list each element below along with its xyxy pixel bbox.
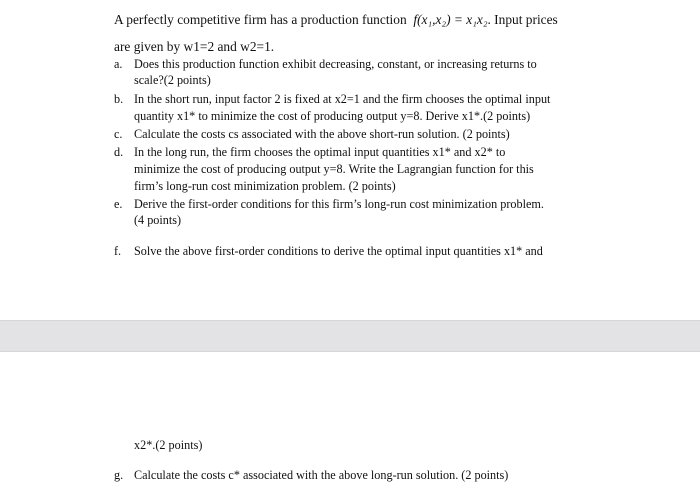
question-f-line-1: Solve the above first-order conditions to derive the optimal input quantities x1* and	[134, 244, 543, 258]
question-g-line-1: Calculate the costs c* associated with the above long-run solution. (2 points)	[134, 468, 509, 482]
question-d-line-2: minimize the cost of producing output y=8. Write the Lagrangian function for this	[134, 162, 534, 176]
question-g-label: g.	[114, 468, 124, 482]
question-d-line-3: firm’s long-run cost minimization problem. (2 points)	[134, 179, 396, 193]
question-d-label: d.	[114, 145, 124, 159]
question-b-line-1: In the short run, input factor 2 is fixed at x2=1 and the firm chooses the optimal input	[134, 92, 551, 106]
question-c-label: c.	[114, 127, 123, 141]
question-b-label: b.	[114, 92, 124, 106]
question-c-line-1: Calculate the costs cs associated with the above short-run solution. (2 points)	[134, 127, 510, 141]
page-gap	[0, 321, 700, 351]
question-a-line-2: scale?(2 points)	[134, 73, 211, 87]
intro-line-1	[114, 12, 558, 27]
intro-text: A perfectly competitive firm has a production function	[114, 12, 407, 27]
question-e-line-2: (4 points)	[134, 213, 182, 227]
question-e-label: e.	[114, 197, 123, 211]
question-f-continuation: x2*.(2 points)	[134, 438, 203, 452]
question-e-line-1: Derive the first-order conditions for this firm’s long-run cost minimization problem.	[134, 197, 544, 211]
intro-text-end: . Input prices	[487, 12, 558, 27]
question-a-line-1: Does this production function exhibit decreasing, constant, or increasing returns to	[134, 57, 537, 71]
intro-line-2: are given by w1=2 and w2=1.	[114, 39, 275, 54]
question-b-line-2: quantity x1* to minimize the cost of producing output y=8. Derive x1*.(2 points)	[134, 109, 531, 123]
question-f-label: f.	[114, 244, 122, 258]
production-function-formula: f(x₁,x₂) = x₁x₂	[413, 12, 488, 27]
document-page-2	[0, 351, 700, 489]
question-d-line-1: In the long run, the firm chooses the optimal input quantities x1* and x2* to	[134, 145, 506, 159]
question-a-label: a.	[114, 57, 123, 71]
